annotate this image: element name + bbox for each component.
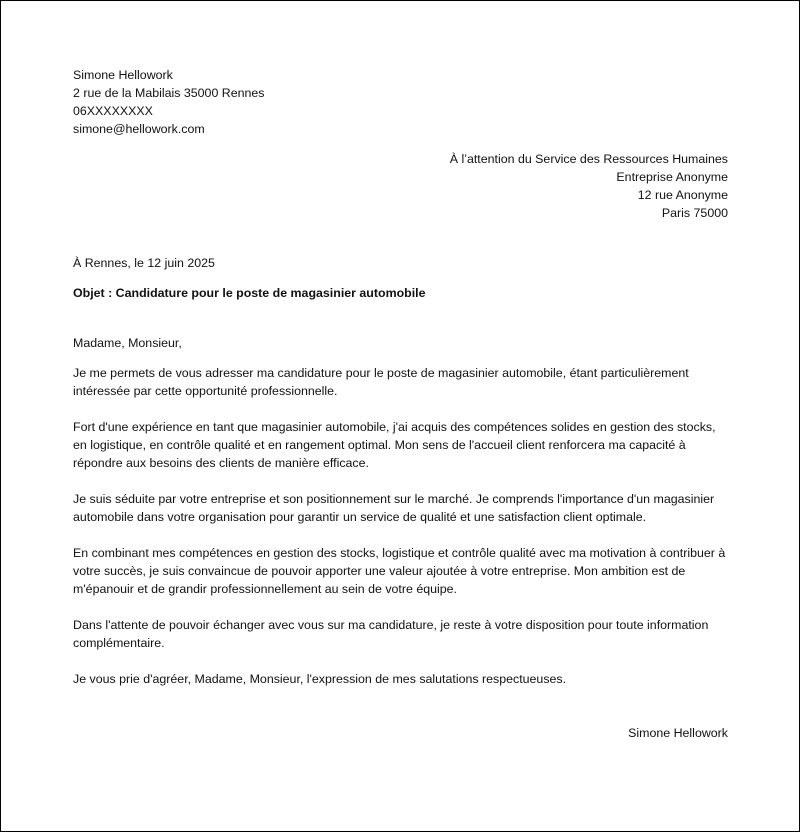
recipient-block (73, 150, 728, 222)
letter-date: À Rennes, le 12 juin 2025 (73, 256, 215, 270)
body-paragraph-5: Dans l'attente de pouvoir échanger avec vous sur ma candidature, je reste à votre disposition pour toute information complémentaire. (73, 618, 709, 650)
signature: Simone Hellowork (628, 726, 728, 740)
recipient-city: Paris 75000 (661, 206, 728, 220)
closing-paragraph: Je vous prie d'agréer, Madame, Monsieur, l'expression de mes salutations respectueuses. (73, 672, 567, 686)
sender-email: simone@hellowork.com (73, 122, 205, 136)
recipient-street: 12 rue Anonyme (637, 188, 728, 202)
letter-salutation: Madame, Monsieur, (73, 336, 182, 350)
letter-content (73, 66, 728, 742)
body-paragraph-4: En combinant mes compétences en gestion des stocks, logistique et contrôle qualité avec ma motivation à contribuer à votre succès, je suis convaincue de pouvoir apporter une valeur ajoutée à votre entreprise. Mon ambition est de m'épanouir et de grandir professionnellement au sein de votre équipe. (73, 546, 726, 596)
sender-address: 2 rue de la Mabilais 35000 Rennes (73, 86, 265, 100)
body-paragraph-1: Je me permets de vous adresser ma candidature pour le poste de magasinier automobile, étant particulièrement intéressée par cette opportunité professionnelle. (73, 366, 689, 398)
recipient-attention: À l’attention du Service des Ressources Humaines (449, 152, 728, 166)
body-paragraph-2: Fort d'une expérience en tant que magasinier automobile, j'ai acquis des compétences solides en gestion des stocks, en logistique, en contrôle qualité et en rangement optimal. Mon sens de l'accueil client renforcera ma capacité à répondre aux besoins des clients de manière efficace. (73, 420, 716, 470)
letter-subject: Objet : Candidature pour le poste de magasinier automobile (73, 286, 426, 300)
sender-block (73, 66, 728, 138)
body-paragraph-3: Je suis séduite par votre entreprise et son positionnement sur le marché. Je comprends l'importance d'un magasinier automobile dans votre organisation pour garantir un service de qualité et une satisfaction client optimale. (73, 492, 715, 524)
sender-phone: 06XXXXXXXX (73, 104, 153, 118)
recipient-company: Entreprise Anonyme (616, 170, 728, 184)
sender-name: Simone Hellowork (73, 68, 173, 82)
